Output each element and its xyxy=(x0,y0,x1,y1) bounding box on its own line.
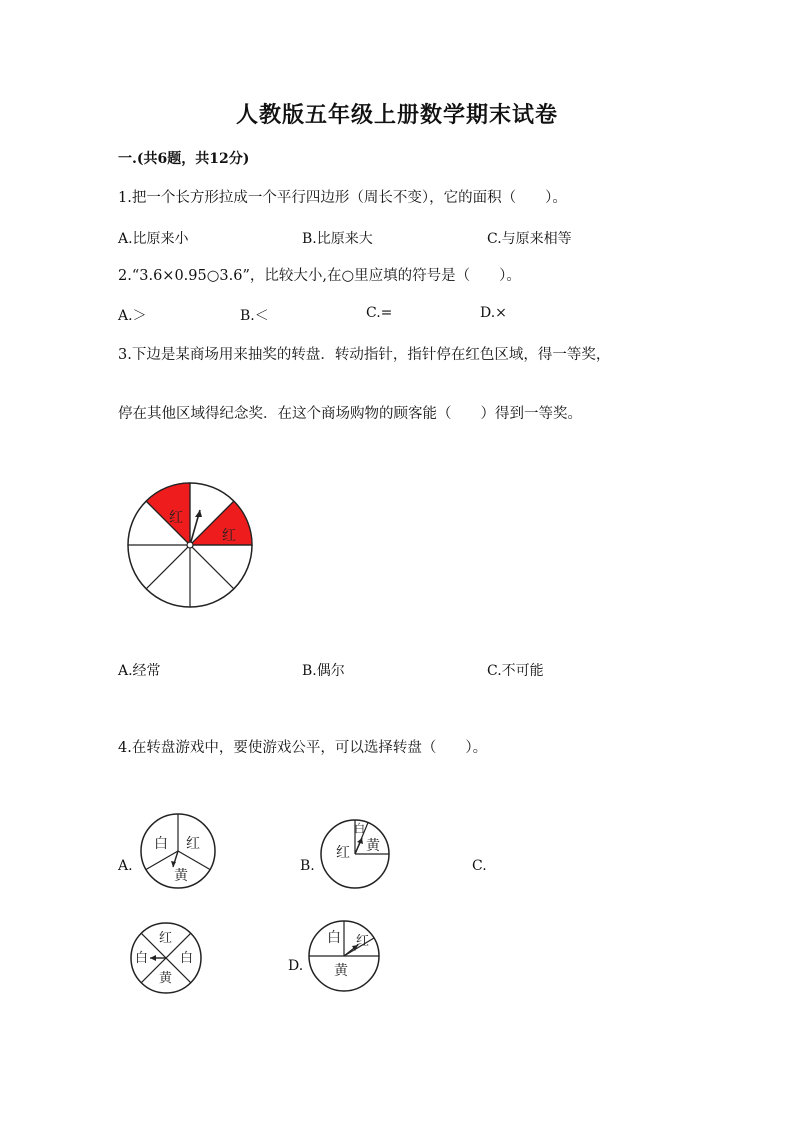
question-1-text: 1.把一个长方形拉成一个平行四边形（周长不变），它的面积（ ）。 xyxy=(118,190,567,206)
spinner-a-label-yellow: 黄 xyxy=(174,868,188,884)
spinner-d-label-white: 白 xyxy=(327,930,341,946)
q1-option-a[interactable]: A.比原来小 xyxy=(118,231,189,247)
spinner-b-label-red: 红 xyxy=(336,845,350,861)
q3-option-b[interactable]: B.偶尔 xyxy=(302,663,345,679)
spinner-c-label-white-right: 白 xyxy=(180,951,194,966)
spinner-a-label-white: 白 xyxy=(154,836,168,852)
section-header: 一.(共6题，共12分) xyxy=(118,151,250,167)
q3-option-a[interactable]: A.经常 xyxy=(118,663,161,679)
q4-option-d-label[interactable]: D. xyxy=(288,958,304,974)
spinner-b-label-white: 白 xyxy=(354,822,365,835)
spinner-b-label-yellow: 黄 xyxy=(366,838,380,854)
q2-option-a[interactable]: A.＞ xyxy=(118,308,147,324)
q4-option-a-label[interactable]: A. xyxy=(118,858,133,874)
q2-option-c[interactable]: C.= xyxy=(366,305,393,321)
wheel-label-red-1: 红 xyxy=(169,510,183,526)
spinner-a-label-red: 红 xyxy=(186,836,200,852)
question-2-text: 2.“3.6×0.95○3.6”，比较大小,在○里应填的符号是（ ）。 xyxy=(118,268,521,284)
q1-option-b[interactable]: B.比原来大 xyxy=(302,231,373,247)
spinner-c-label-white-left: 白 xyxy=(135,951,149,966)
page-title: 人教版五年级上册数学期末试卷 xyxy=(235,102,558,128)
spinner-b[interactable] xyxy=(318,817,392,891)
question-3-line-1: 3.下边是某商场用来抽奖的转盘．转动指针，指针停在红色区域，得一等奖， xyxy=(118,347,611,363)
q1-option-c[interactable]: C.与原来相等 xyxy=(487,231,572,247)
q3-option-c[interactable]: C.不可能 xyxy=(487,663,544,679)
q2-option-d[interactable]: D.× xyxy=(480,305,507,321)
spinner-c-label-red: 红 xyxy=(159,931,173,946)
spinner-c-label-yellow: 黄 xyxy=(159,971,173,986)
question-3-line-2: 停在其他区域得纪念奖．在这个商场购物的顾客能（ ）得到一等奖。 xyxy=(118,406,582,422)
spinner-d-label-yellow: 黄 xyxy=(334,963,348,979)
q2-option-b[interactable]: B.＜ xyxy=(240,308,269,324)
wheel-label-red-2: 红 xyxy=(222,528,236,544)
q4-option-b-label[interactable]: B. xyxy=(300,858,315,874)
question-4-text: 4.在转盘游戏中，要使游戏公平，可以选择转盘（ ）。 xyxy=(118,740,488,756)
spinner-a[interactable] xyxy=(138,811,218,891)
spinner-d-label-red: 红 xyxy=(356,934,370,949)
spinner-d[interactable] xyxy=(306,918,382,994)
spinner-c[interactable] xyxy=(128,920,204,996)
spinner-wheel-q3 xyxy=(120,480,260,620)
q4-option-c-label[interactable]: C. xyxy=(472,858,487,874)
